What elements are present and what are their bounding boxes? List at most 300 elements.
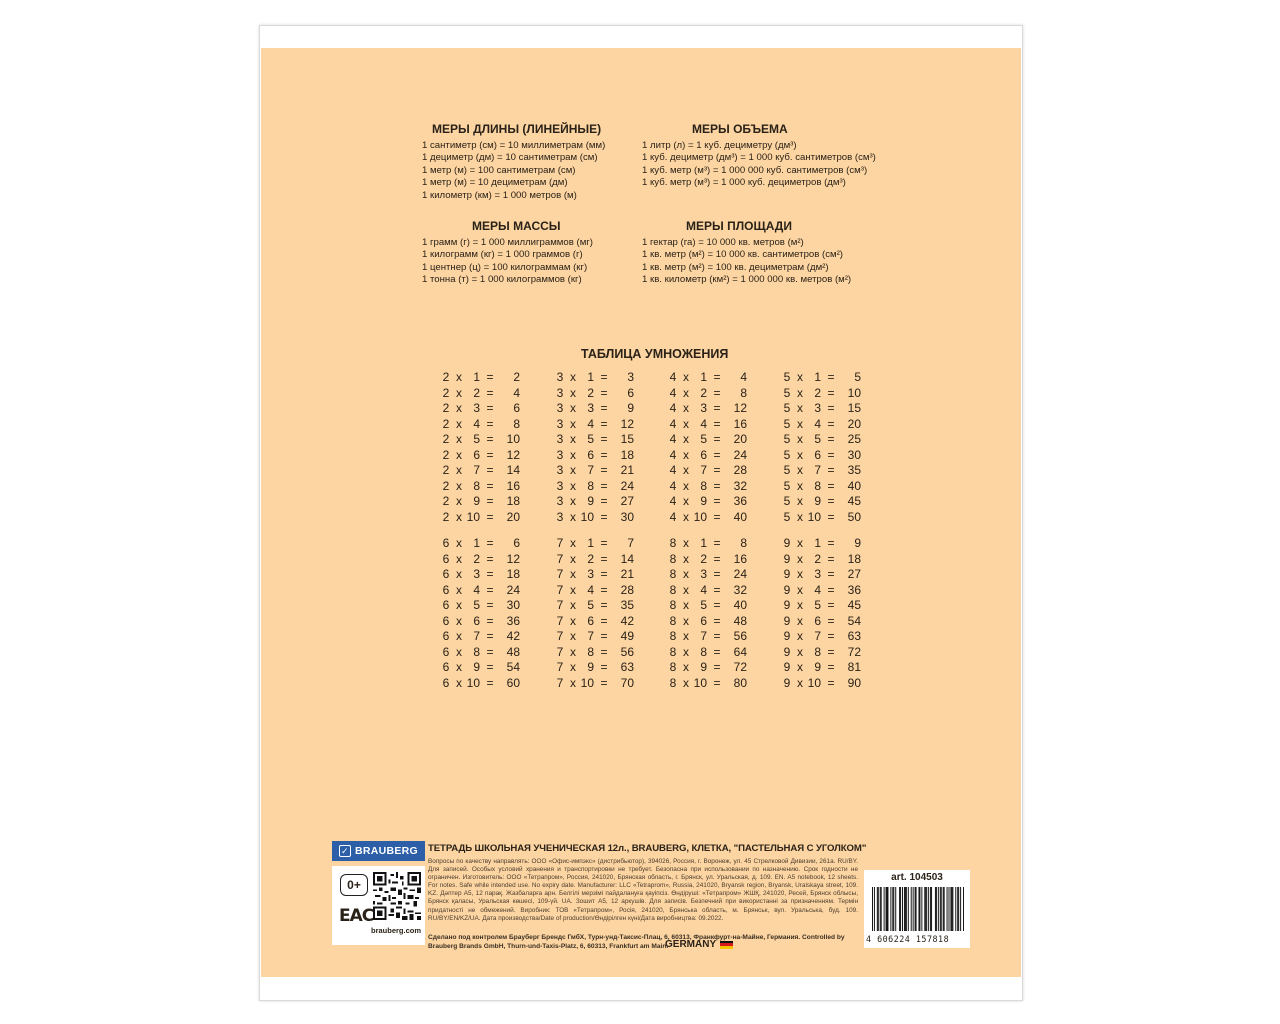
times-sign: x — [456, 567, 462, 581]
equals-sign: = — [713, 551, 721, 566]
multiplication-row — [554, 645, 634, 661]
multiplicand: 9 — [783, 567, 791, 581]
multiplication-row — [554, 614, 634, 630]
multiplier: 9 — [473, 494, 480, 508]
multiplier: 6 — [700, 447, 707, 462]
equals-sign: = — [713, 613, 721, 628]
multiplication-row — [554, 676, 634, 692]
times-sign: x — [797, 385, 803, 400]
product-value: 12 — [733, 401, 747, 415]
multiplication-row — [781, 401, 861, 417]
barcode-tile — [864, 870, 970, 948]
multiplicand: 3 — [556, 416, 564, 431]
product-title: ТЕТРАДЬ ШКОЛЬНАЯ УЧЕНИЧЕСКАЯ 12л., BRAUBERG, КЛЕТКА, "ПАСТЕЛЬНАЯ С УГОЛКОМ" — [428, 843, 867, 854]
length-line: 1 километр (км) = 1 000 метров (м) — [422, 189, 577, 201]
multiplier: 8 — [587, 644, 594, 659]
notebook-back-cover — [259, 25, 1023, 1001]
equals-sign: = — [827, 536, 835, 550]
product-value: 49 — [620, 629, 634, 643]
multiplier: 6 — [700, 613, 707, 628]
product-value: 16 — [506, 478, 520, 493]
equals-sign: = — [486, 509, 494, 524]
multiplicand: 2 — [442, 509, 450, 524]
product-value: 4 — [513, 385, 520, 400]
multiplication-row — [667, 552, 747, 568]
multiplicand: 6 — [442, 598, 450, 612]
multiplication-row — [440, 370, 520, 386]
equals-sign: = — [486, 551, 494, 566]
multiplier: 1 — [587, 536, 594, 550]
product-value: 25 — [847, 432, 861, 446]
multiplication-row — [440, 401, 520, 417]
product-value: 8 — [740, 536, 747, 550]
equals-sign: = — [600, 432, 608, 446]
times-sign: x — [456, 675, 462, 690]
times-sign: x — [456, 478, 462, 493]
multiplier: 3 — [473, 567, 480, 581]
multiplicand: 7 — [556, 536, 564, 550]
times-sign: x — [456, 551, 462, 566]
times-sign: x — [683, 447, 689, 462]
times-sign: x — [570, 447, 576, 462]
multiplication-row — [554, 401, 634, 417]
volume-line: 1 куб. метр (м³) = 1 000 000 куб. сантиметров (см³) — [642, 164, 868, 176]
multiplication-row — [667, 660, 747, 676]
multiplication-row — [781, 432, 861, 448]
times-sign: x — [456, 494, 462, 508]
multiplier: 4 — [587, 416, 594, 431]
multiplication-row — [781, 536, 861, 552]
equals-sign: = — [600, 613, 608, 628]
multiplication-row — [781, 510, 861, 526]
multiplication-row — [781, 463, 861, 479]
ean-code: 4 606224 157818 — [866, 934, 950, 944]
multiplicand: 7 — [556, 551, 564, 566]
product-value: 6 — [513, 536, 520, 550]
product-value: 30 — [847, 447, 861, 462]
multiplier: 4 — [473, 416, 480, 431]
equals-sign: = — [486, 598, 494, 612]
multiplier: 6 — [814, 613, 821, 628]
multiplication-row — [667, 448, 747, 464]
multiplier: 1 — [814, 536, 821, 550]
times-sign: x — [570, 478, 576, 493]
times-sign: x — [683, 509, 689, 524]
multiplier: 9 — [587, 660, 594, 674]
product-value: 70 — [620, 675, 634, 690]
times-sign: x — [683, 416, 689, 431]
product-value: 10 — [506, 432, 520, 446]
multiplicand: 6 — [442, 629, 450, 643]
multiplier: 1 — [473, 536, 480, 550]
multiplicand: 4 — [669, 416, 677, 431]
times-sign: x — [683, 551, 689, 566]
equals-sign: = — [827, 385, 835, 400]
length-line: 1 сантиметр (см) = 10 миллиметрам (мм) — [422, 140, 606, 151]
multiplier: 3 — [814, 567, 821, 581]
times-sign: x — [797, 675, 803, 690]
equals-sign: = — [827, 401, 835, 415]
multiplier: 10 — [693, 509, 707, 524]
multiplier: 10 — [466, 675, 480, 690]
multiplication-row — [440, 463, 520, 479]
multiplication-row — [554, 660, 634, 676]
equals-sign: = — [486, 660, 494, 674]
product-value: 20 — [506, 509, 520, 524]
country-of-origin — [665, 939, 733, 950]
multiplicand: 7 — [556, 598, 564, 612]
multiplier: 10 — [807, 509, 821, 524]
multiplier: 8 — [814, 478, 821, 493]
multiplication-row — [554, 417, 634, 433]
multiplier: 9 — [700, 494, 707, 508]
product-value: 42 — [506, 629, 520, 643]
equals-sign: = — [713, 385, 721, 400]
multiplicand: 5 — [783, 370, 791, 384]
times-sign: x — [683, 385, 689, 400]
multiplication-row — [440, 660, 520, 676]
equals-sign: = — [486, 675, 494, 690]
multiplicand: 8 — [669, 644, 677, 659]
product-value: 6 — [627, 385, 634, 400]
multiplication-row — [781, 567, 861, 583]
times-sign: x — [797, 551, 803, 566]
length-measures-title: МЕРЫ ДЛИНЫ (ЛИНЕЙНЫЕ) — [432, 122, 602, 136]
times-sign: x — [797, 629, 803, 643]
multiplier: 3 — [473, 401, 480, 415]
multiplication-row — [667, 567, 747, 583]
multiplication-row — [781, 494, 861, 510]
multiplier: 1 — [700, 370, 707, 384]
equals-sign: = — [713, 416, 721, 431]
times-sign: x — [570, 644, 576, 659]
equals-sign: = — [827, 598, 835, 612]
multiplicand: 7 — [556, 644, 564, 659]
product-value: 15 — [620, 432, 634, 446]
product-value: 24 — [620, 478, 634, 493]
times-sign: x — [456, 629, 462, 643]
times-sign: x — [797, 416, 803, 431]
multiplication-row — [554, 583, 634, 599]
multiplier: 9 — [814, 494, 821, 508]
equals-sign: = — [486, 644, 494, 659]
product-value: 56 — [620, 644, 634, 659]
multiplier: 4 — [700, 582, 707, 597]
equals-sign: = — [486, 494, 494, 508]
times-sign: x — [570, 494, 576, 508]
multiplicand: 6 — [442, 536, 450, 550]
multiplicand: 8 — [669, 660, 677, 674]
multiplication-block — [554, 536, 634, 691]
multiplicand: 4 — [669, 385, 677, 400]
equals-sign: = — [827, 644, 835, 659]
multiplicand: 4 — [669, 478, 677, 493]
product-value: 30 — [620, 509, 634, 524]
times-sign: x — [456, 660, 462, 674]
multiplier: 7 — [473, 629, 480, 643]
multiplicand: 4 — [669, 509, 677, 524]
equals-sign: = — [600, 478, 608, 493]
product-value: 27 — [847, 567, 861, 581]
product-value: 80 — [733, 675, 747, 690]
multiplication-row — [781, 552, 861, 568]
multiplier: 7 — [587, 629, 594, 643]
product-value: 81 — [847, 660, 861, 674]
product-value: 16 — [733, 416, 747, 431]
product-value: 9 — [854, 536, 861, 550]
equals-sign: = — [486, 582, 494, 597]
equals-sign: = — [713, 494, 721, 508]
multiplication-block — [554, 370, 634, 525]
multiplicand: 4 — [669, 370, 677, 384]
multiplicand: 2 — [442, 478, 450, 493]
volume-measures-title: МЕРЫ ОБЪЕМА — [692, 122, 788, 136]
multiplication-row — [667, 629, 747, 645]
multiplier: 3 — [587, 567, 594, 581]
multiplication-row — [440, 494, 520, 510]
multiplication-row — [440, 614, 520, 630]
volume-line: 1 куб. дециметр (дм³) = 1 000 куб. сантиметров (см³) — [642, 152, 876, 164]
times-sign: x — [570, 385, 576, 400]
times-sign: x — [797, 660, 803, 674]
multiplier: 2 — [587, 551, 594, 566]
multiplicand: 9 — [783, 644, 791, 659]
multiplicand: 8 — [669, 629, 677, 643]
multiplication-row — [440, 598, 520, 614]
equals-sign: = — [713, 536, 721, 550]
multiplication-row — [440, 479, 520, 495]
multiplicand: 2 — [442, 401, 450, 415]
multiplication-row — [440, 676, 520, 692]
multiplication-row — [667, 536, 747, 552]
multiplicand: 9 — [783, 598, 791, 612]
product-value: 63 — [620, 660, 634, 674]
product-value: 24 — [733, 447, 747, 462]
equals-sign: = — [827, 567, 835, 581]
equals-sign: = — [600, 660, 608, 674]
multiplication-row — [667, 479, 747, 495]
multiplication-row — [781, 645, 861, 661]
multiplicand: 5 — [783, 509, 791, 524]
multiplication-block — [781, 536, 861, 691]
times-sign: x — [683, 613, 689, 628]
product-value: 36 — [506, 613, 520, 628]
multiplication-row — [781, 417, 861, 433]
times-sign: x — [570, 536, 576, 550]
multiplicand: 9 — [783, 660, 791, 674]
multiplication-row — [667, 494, 747, 510]
equals-sign: = — [600, 494, 608, 508]
multiplicand: 6 — [442, 660, 450, 674]
multiplier: 8 — [473, 644, 480, 659]
multiplier: 1 — [473, 370, 480, 384]
times-sign: x — [797, 613, 803, 628]
equals-sign: = — [827, 447, 835, 462]
times-sign: x — [683, 401, 689, 415]
multiplicand: 3 — [556, 432, 564, 446]
multiplicand: 9 — [783, 551, 791, 566]
equals-sign: = — [713, 478, 721, 493]
equals-sign: = — [713, 401, 721, 415]
equals-sign: = — [600, 644, 608, 659]
times-sign: x — [456, 385, 462, 400]
product-value: 36 — [733, 494, 747, 508]
times-sign: x — [683, 598, 689, 612]
multiplication-row — [667, 401, 747, 417]
multiplier: 6 — [587, 613, 594, 628]
multiplier: 2 — [473, 551, 480, 566]
times-sign: x — [797, 582, 803, 597]
multiplicand: 2 — [442, 370, 450, 384]
brauberg-logo — [332, 841, 425, 861]
times-sign: x — [456, 598, 462, 612]
product-value: 18 — [620, 447, 634, 462]
times-sign: x — [797, 644, 803, 659]
multiplier: 2 — [700, 551, 707, 566]
multiplicand: 3 — [556, 509, 564, 524]
multiplier: 6 — [473, 613, 480, 628]
multiplier: 2 — [473, 385, 480, 400]
multiplication-row — [440, 536, 520, 552]
equals-sign: = — [486, 447, 494, 462]
multiplier: 8 — [700, 644, 707, 659]
multiplier: 4 — [814, 416, 821, 431]
equals-sign: = — [600, 536, 608, 550]
times-sign: x — [456, 644, 462, 659]
times-sign: x — [797, 509, 803, 524]
brand-name: BRAUBERG — [354, 845, 419, 857]
times-sign: x — [456, 463, 462, 477]
multiplication-row — [440, 552, 520, 568]
times-sign: x — [570, 370, 576, 384]
multiplier: 3 — [700, 401, 707, 415]
times-sign: x — [570, 551, 576, 566]
equals-sign: = — [486, 629, 494, 643]
product-value: 28 — [733, 463, 747, 477]
multiplicand: 8 — [669, 551, 677, 566]
equals-sign: = — [827, 370, 835, 384]
equals-sign: = — [600, 582, 608, 597]
equals-sign: = — [827, 629, 835, 643]
multiplicand: 4 — [669, 432, 677, 446]
multiplicand: 5 — [783, 385, 791, 400]
multiplier: 10 — [580, 675, 594, 690]
multiplicand: 7 — [556, 675, 564, 690]
multiplication-block — [667, 536, 747, 691]
times-sign: x — [797, 401, 803, 415]
mass-measures — [422, 219, 593, 287]
multiplicand: 2 — [442, 494, 450, 508]
multiplication-row — [554, 370, 634, 386]
product-value: 18 — [506, 567, 520, 581]
multiplier: 7 — [587, 463, 594, 477]
equals-sign: = — [827, 432, 835, 446]
product-value: 16 — [733, 551, 747, 566]
multiplier: 5 — [700, 432, 707, 446]
multiplier: 2 — [814, 551, 821, 566]
equals-sign: = — [600, 463, 608, 477]
country-label: GERMANY — [665, 939, 717, 950]
equals-sign: = — [827, 551, 835, 566]
multiplicand: 9 — [783, 582, 791, 597]
equals-sign: = — [827, 509, 835, 524]
multiplication-row — [781, 598, 861, 614]
multiplicand: 2 — [442, 432, 450, 446]
equals-sign: = — [713, 660, 721, 674]
equals-sign: = — [600, 447, 608, 462]
multiplicand: 3 — [556, 447, 564, 462]
multiplication-row — [667, 676, 747, 692]
product-value: 54 — [506, 660, 520, 674]
times-sign: x — [570, 629, 576, 643]
equals-sign: = — [486, 613, 494, 628]
product-value: 14 — [506, 463, 520, 477]
product-value: 42 — [620, 613, 634, 628]
multiplicand: 3 — [556, 494, 564, 508]
multiplicand: 5 — [783, 447, 791, 462]
times-sign: x — [797, 370, 803, 384]
product-value: 36 — [847, 582, 861, 597]
area-measures-title: МЕРЫ ПЛОЩАДИ — [686, 219, 792, 233]
multiplication-row — [781, 660, 861, 676]
multiplication-row — [667, 598, 747, 614]
equals-sign: = — [486, 416, 494, 431]
times-sign: x — [683, 463, 689, 477]
multiplicand: 6 — [442, 613, 450, 628]
equals-sign: = — [486, 385, 494, 400]
multiplication-row — [440, 432, 520, 448]
product-value: 60 — [506, 675, 520, 690]
multiplication-row — [667, 386, 747, 402]
equals-sign: = — [827, 478, 835, 493]
website-label: brauberg.com — [371, 926, 422, 935]
equals-sign: = — [827, 494, 835, 508]
product-value: 12 — [620, 416, 634, 431]
multiplier: 8 — [473, 478, 480, 493]
multiplier: 1 — [587, 370, 594, 384]
product-value: 6 — [513, 401, 520, 415]
times-sign: x — [683, 478, 689, 493]
mass-line: 1 тонна (т) = 1 000 килограммов (кг) — [422, 274, 582, 286]
multiplier: 5 — [814, 432, 821, 446]
multiplication-row — [440, 417, 520, 433]
times-sign: x — [456, 613, 462, 628]
product-value: 30 — [506, 598, 520, 612]
multiplication-block — [781, 370, 861, 525]
product-value: 21 — [620, 463, 634, 477]
times-sign: x — [683, 536, 689, 550]
product-value: 7 — [627, 536, 634, 550]
multiplication-row — [554, 510, 634, 526]
times-sign: x — [456, 416, 462, 431]
equals-sign: = — [713, 582, 721, 597]
product-value: 15 — [847, 401, 861, 415]
multiplier: 2 — [587, 385, 594, 400]
equals-sign: = — [713, 447, 721, 462]
product-value: 35 — [620, 598, 634, 612]
product-value: 90 — [847, 675, 861, 690]
product-value: 18 — [847, 551, 861, 566]
multiplier: 9 — [473, 660, 480, 674]
multiplier: 3 — [587, 401, 594, 415]
product-value: 4 — [740, 370, 747, 384]
multiplication-row — [667, 432, 747, 448]
multiplicand: 4 — [669, 447, 677, 462]
multiplication-row — [667, 645, 747, 661]
multiplier: 4 — [814, 582, 821, 597]
times-sign: x — [570, 401, 576, 415]
multiplier: 7 — [814, 629, 821, 643]
